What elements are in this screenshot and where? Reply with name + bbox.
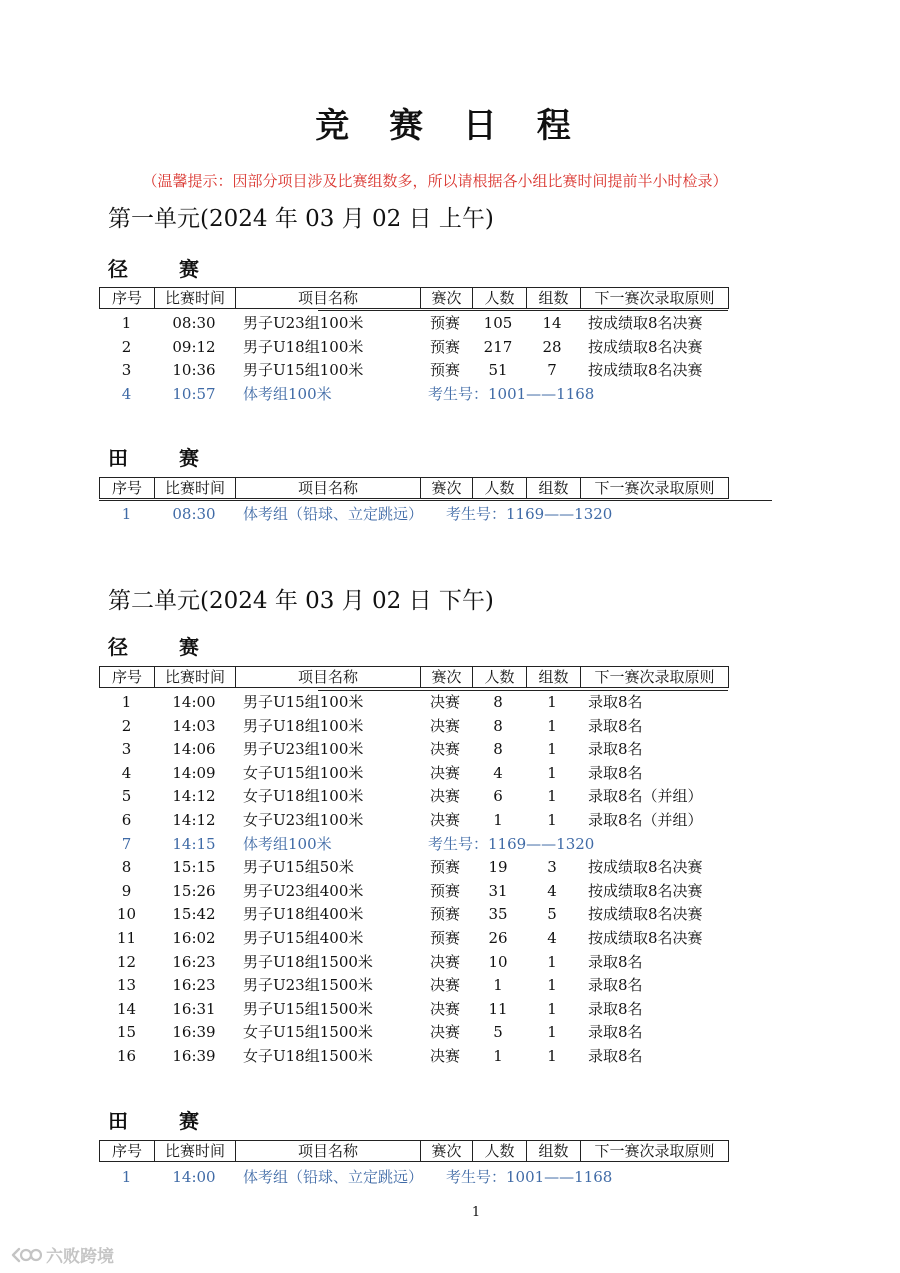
table-header: [99, 287, 729, 309]
cell-time: 14:00: [172, 693, 216, 711]
cell-round: 预赛: [429, 314, 460, 332]
cell-rule: 录取8名: [588, 763, 643, 782]
cell-groups: 7: [547, 361, 557, 380]
cell-time: 15:42: [172, 905, 216, 924]
unit-2-field-label: 田 赛: [108, 1109, 221, 1133]
header-cell: 人数: [473, 288, 527, 308]
cell-time: 14:15: [172, 834, 216, 853]
cell-no: 2: [121, 716, 132, 735]
cell-no: 8: [121, 858, 132, 877]
unit-2-track-label: 径 赛: [108, 635, 221, 659]
cell-rule: 录取8名: [588, 693, 643, 711]
divider: [99, 500, 772, 501]
cell-groups: 1: [547, 740, 557, 759]
cell-count: 11: [488, 999, 508, 1018]
cell-time: 14:12: [172, 811, 216, 829]
cell-no: 12: [116, 952, 137, 971]
table-header: [99, 477, 729, 499]
cell-rule: 录取8名: [588, 1023, 643, 1042]
header-cell: 比赛时间: [155, 288, 236, 308]
cell-exam-range: 考生号：1001——1168: [428, 384, 595, 403]
cell-no: 6: [121, 811, 132, 829]
cell-name: 男子U15组400米: [243, 929, 364, 947]
cell-no: 16: [116, 1047, 137, 1065]
table-row: [99, 784, 727, 808]
cell-name: 男子U23组1500米: [243, 976, 373, 995]
cell-round: 预赛: [429, 361, 460, 380]
cell-time: 16:23: [172, 952, 216, 971]
cell-count: 26: [488, 929, 508, 947]
cell-round: 决赛: [429, 740, 460, 759]
header-cell: 项目名称: [236, 1141, 421, 1161]
cell-groups: 1: [547, 763, 557, 782]
exam-row: [99, 1165, 727, 1189]
cell-name: 体考组（铅球、立定跳远）: [243, 1168, 424, 1186]
exam-row: [99, 502, 727, 526]
table-row: [99, 1020, 727, 1044]
cell-groups: 1: [547, 999, 557, 1018]
page-number: 1: [471, 1205, 481, 1220]
cell-name: 男子U18组1500米: [243, 952, 373, 971]
cell-groups: 1: [547, 976, 557, 995]
header-cell: 人数: [473, 667, 527, 687]
cell-rule: 录取8名: [588, 1047, 643, 1065]
cell-round: 决赛: [429, 976, 460, 995]
cell-exam-range: 考生号：1169——1320: [446, 505, 613, 523]
cell-groups: 4: [547, 881, 557, 900]
exam-row: [99, 832, 727, 856]
cell-no: 1: [121, 1168, 132, 1186]
table-row: [99, 714, 727, 738]
header-cell: 下一赛次录取原则: [594, 479, 715, 497]
table-row: [99, 855, 727, 879]
cell-no: 14: [116, 999, 137, 1018]
header-cell: 下一赛次录取原则: [594, 1142, 715, 1160]
header-cell: 比赛时间: [155, 667, 236, 687]
cell-name: 女子U23组100米: [243, 811, 364, 829]
cell-round: 决赛: [429, 693, 460, 711]
cell-time: 08:30: [172, 314, 216, 332]
header-cell: 赛次: [421, 288, 473, 308]
cell-groups: 3: [547, 858, 557, 877]
cell-groups: 1: [547, 693, 557, 711]
table-row: [99, 737, 727, 761]
header-cell: 人数: [473, 1141, 527, 1161]
table-row: [99, 311, 727, 335]
header-cell: 赛次: [421, 667, 473, 687]
cell-round: 决赛: [429, 1023, 460, 1042]
cell-rule: 按成绩取8名决赛: [588, 929, 703, 947]
cell-groups: 14: [542, 314, 562, 332]
header-cell: 比赛时间: [155, 478, 236, 498]
header-cell: 项目名称: [236, 288, 421, 308]
cell-round: 决赛: [429, 999, 460, 1018]
cell-round: 决赛: [429, 716, 460, 735]
cell-count: 1: [493, 1047, 503, 1065]
cell-name: 女子U18组100米: [243, 787, 364, 806]
cell-name: 男子U15组100米: [243, 361, 364, 380]
header-cell: 项目名称: [236, 478, 421, 498]
cell-rule: 按成绩取8名决赛: [588, 337, 703, 356]
header-cell: 序号: [100, 288, 155, 308]
cell-name: 男子U18组100米: [243, 337, 364, 356]
cell-no: 3: [121, 361, 132, 380]
cell-time: 16:39: [172, 1047, 216, 1065]
cell-round: 预赛: [429, 337, 460, 356]
cell-count: 8: [493, 716, 503, 735]
cell-name: 女子U15组100米: [243, 763, 364, 782]
cell-name: 男子U18组100米: [243, 716, 364, 735]
exam-row: [99, 382, 727, 406]
cell-groups: 4: [547, 929, 557, 947]
cell-no: 1: [121, 505, 132, 523]
cell-exam-range: 考生号：1001——1168: [446, 1168, 613, 1186]
cell-time: 14:12: [172, 787, 216, 806]
table-header: [99, 666, 729, 688]
cell-name: 男子U18组400米: [243, 905, 364, 924]
header-cell: 项目名称: [236, 667, 421, 687]
cell-rule: 录取8名: [588, 952, 643, 971]
cell-count: 217: [483, 337, 513, 356]
cell-no: 4: [121, 384, 132, 403]
header-cell: 赛次: [421, 478, 473, 498]
cell-time: 10:36: [172, 361, 216, 380]
cell-groups: 1: [547, 787, 557, 806]
header-cell: 组数: [527, 478, 581, 498]
table-row: [99, 973, 727, 997]
cell-time: 10:57: [172, 384, 216, 403]
notice-text: （温馨提示：因部分项目涉及比赛组数多，所以请根据各小组比赛时间提前半小时检录）: [142, 172, 728, 190]
watermark-text: 六败跨境: [46, 1247, 114, 1267]
cell-no: 9: [121, 881, 132, 900]
table-row: [99, 950, 727, 974]
cell-groups: 1: [547, 1023, 557, 1042]
cell-no: 10: [116, 905, 137, 924]
header-cell: 序号: [100, 1141, 155, 1161]
table-row: [99, 926, 727, 950]
cell-no: 11: [116, 929, 137, 947]
cell-round: 决赛: [429, 1047, 460, 1065]
cell-time: 14:09: [172, 763, 216, 782]
header-cell: 序号: [100, 478, 155, 498]
table-row: [99, 879, 727, 903]
cell-round: 预赛: [429, 929, 460, 947]
table-row: [99, 808, 727, 832]
cell-count: 8: [493, 740, 503, 759]
cell-count: 31: [488, 881, 508, 900]
cell-time: 14:06: [172, 740, 216, 759]
cell-time: 16:23: [172, 976, 216, 995]
cell-groups: 1: [547, 952, 557, 971]
cell-groups: 1: [547, 1047, 557, 1065]
header-cell: 赛次: [421, 1141, 473, 1161]
cell-name: 女子U18组1500米: [243, 1047, 373, 1065]
cell-count: 6: [493, 787, 503, 806]
cell-count: 105: [483, 314, 513, 332]
cell-count: 51: [488, 361, 508, 380]
cell-rule: 录取8名: [588, 740, 643, 759]
table-row: [99, 358, 727, 382]
header-cell: 组数: [527, 667, 581, 687]
table-row: [99, 761, 727, 785]
cell-exam-range: 考生号：1169——1320: [428, 834, 595, 853]
header-cell: 人数: [473, 478, 527, 498]
cell-no: 13: [116, 976, 137, 995]
cell-time: 14:00: [172, 1168, 216, 1186]
table-row: [99, 902, 727, 926]
cell-time: 16:31: [172, 999, 216, 1018]
header-cell: 组数: [527, 288, 581, 308]
table-row: [99, 1044, 727, 1068]
header-cell: 比赛时间: [155, 1141, 236, 1161]
cell-count: 5: [493, 1023, 503, 1042]
cell-no: 3: [121, 740, 132, 759]
header-cell: 下一赛次录取原则: [594, 668, 715, 686]
cell-no: 5: [121, 787, 132, 806]
cell-no: 7: [121, 834, 132, 853]
cell-time: 16:39: [172, 1023, 216, 1042]
cell-time: 15:15: [172, 858, 216, 877]
cell-no: 2: [121, 337, 132, 356]
cell-rule: 录取8名: [588, 716, 643, 735]
cell-round: 决赛: [429, 787, 460, 806]
cell-round: 预赛: [429, 858, 460, 877]
cell-name: 女子U15组1500米: [243, 1023, 373, 1042]
unit-2-title: 第二单元(2024 年 03 月 02 日 下午): [108, 588, 494, 614]
cell-count: 4: [493, 763, 503, 782]
header-cell: 下一赛次录取原则: [594, 289, 715, 307]
cell-count: 19: [488, 858, 508, 877]
cell-no: 1: [121, 693, 132, 711]
cell-name: 男子U23组100米: [243, 314, 364, 332]
table-header: [99, 1140, 729, 1162]
header-cell: 组数: [527, 1141, 581, 1161]
cell-count: 8: [493, 693, 503, 711]
cell-groups: 28: [542, 337, 562, 356]
unit-1-field-label: 田 赛: [108, 446, 221, 470]
unit-1-title: 第一单元(2024 年 03 月 02 日 上午): [108, 206, 494, 232]
cell-name: 男子U23组400米: [243, 881, 364, 900]
watermark: [10, 1242, 114, 1267]
cell-name: 男子U15组50米: [243, 858, 354, 877]
cell-count: 10: [488, 952, 508, 971]
cell-rule: 按成绩取8名决赛: [588, 881, 703, 900]
cell-round: 决赛: [429, 952, 460, 971]
cell-time: 09:12: [172, 337, 216, 356]
table-row: [99, 690, 727, 714]
cell-rule: 录取8名: [588, 999, 643, 1018]
cell-groups: 1: [547, 716, 557, 735]
cell-rule: 录取8名: [588, 976, 643, 995]
cell-no: 15: [116, 1023, 137, 1042]
cell-round: 决赛: [429, 811, 460, 829]
table-row: [99, 997, 727, 1021]
cell-count: 1: [493, 976, 503, 995]
cell-name: 体考组100米: [243, 384, 332, 403]
cell-rule: 录取8名（并组）: [588, 787, 703, 806]
header-cell: 序号: [100, 667, 155, 687]
cell-no: 4: [121, 763, 132, 782]
logo-mark-icon: [10, 1245, 42, 1265]
cell-name: 体考组（铅球、立定跳远）: [243, 505, 424, 523]
cell-round: 预赛: [429, 881, 460, 900]
cell-rule: 按成绩取8名决赛: [588, 905, 703, 924]
cell-rule: 按成绩取8名决赛: [588, 858, 703, 877]
cell-groups: 5: [547, 905, 557, 924]
cell-time: 16:02: [172, 929, 216, 947]
unit-1-track-label: 径 赛: [108, 257, 221, 281]
cell-rule: 按成绩取8名决赛: [588, 314, 703, 332]
cell-rule: 按成绩取8名决赛: [588, 361, 703, 380]
cell-count: 1: [493, 811, 503, 829]
cell-count: 35: [488, 905, 508, 924]
cell-groups: 1: [547, 811, 557, 829]
cell-round: 预赛: [429, 905, 460, 924]
cell-rule: 录取8名（并组）: [588, 811, 703, 829]
cell-time: 15:26: [172, 881, 216, 900]
cell-time: 14:03: [172, 716, 216, 735]
page-title: 竞 赛 日 程: [315, 106, 585, 146]
cell-name: 男子U15组100米: [243, 693, 364, 711]
cell-name: 男子U15组1500米: [243, 999, 373, 1018]
cell-name: 男子U23组100米: [243, 740, 364, 759]
cell-name: 体考组100米: [243, 834, 332, 853]
cell-round: 决赛: [429, 763, 460, 782]
table-row: [99, 335, 727, 359]
cell-time: 08:30: [172, 505, 216, 523]
cell-no: 1: [121, 314, 132, 332]
